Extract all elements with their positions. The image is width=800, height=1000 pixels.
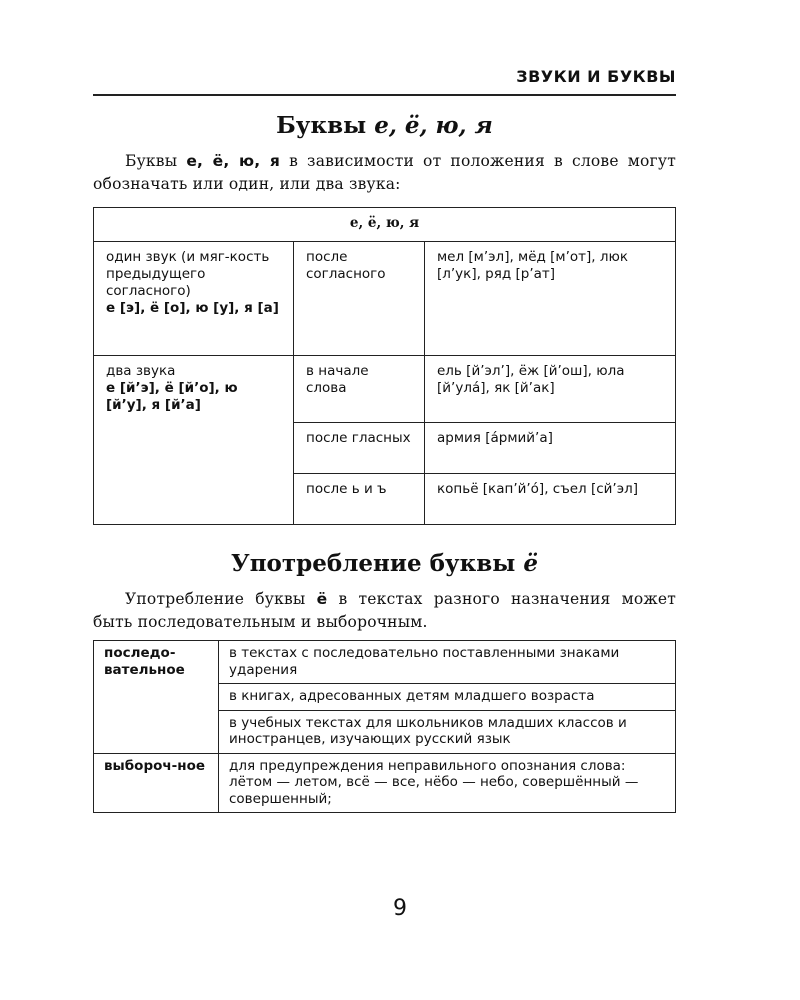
table-row [94,356,676,423]
consistent-label-cell: последо-вательное [94,641,219,754]
section-intro-letters: Буквы е, ё, ю, я в зависимости от положения в слове могут обозначать или один, или два звука: [93,152,676,193]
example-cell: мел [м’эл], мёд [м’от], люк [л’ук], ряд [р’ат] [425,242,676,356]
table-row [94,753,676,813]
position-cell: после ь и ъ [294,474,425,525]
running-head: ЗВУКИ И БУКВЫ [93,66,676,96]
table-header-row [94,208,676,242]
usage-cell: в книгах, адресованных детям младшего возраста [219,684,676,711]
selective-label-cell: выбороч-ное [94,753,219,813]
position-cell: после гласных [294,423,425,474]
usage-cell: в текстах с последовательно поставленными знаками ударения [219,641,676,684]
yo-usage-table [93,640,676,813]
position-cell: после согласного [294,242,425,356]
example-cell: армия [а́рмий’а] [425,423,676,474]
page-number: 9 [393,896,407,921]
one-sound-cell: один звук (и мяг-кость предыдущего согласного) е [э], ё [о], ю [у], я [а] [94,242,294,356]
usage-cell: для предупреждения неправильного опознания слова: лётом — летом, всё — все, нёбо — небо, совершённый — совершенный; [219,753,676,813]
table-row [94,242,676,356]
table-header: е, ё, ю, я [94,208,676,242]
usage-cell: в учебных текстах для школьников младших классов и иностранцев, изучающих русский язык [219,710,676,753]
table-row [94,641,676,684]
two-sounds-cell: два звука е [й’э], ё [й’о], ю [й’у], я [й’а] [94,356,294,525]
position-cell: в начале слова [294,356,425,423]
example-cell: ель [й’эл’], ёж [й’ош], юла [й’ула́], як [й’ак] [425,356,676,423]
example-cell: копьё [кап’й’о́], съел [сй’эл] [425,474,676,525]
section-title-letters: Буквы е, ё, ю, я [276,112,493,139]
section-intro-yo-usage: Употребление буквы ё в текстах разного назначения может быть последовательным и выборочным. [93,590,676,631]
letters-sounds-table [93,207,676,525]
section-title-yo-usage: Употребление буквы ё [231,550,538,577]
